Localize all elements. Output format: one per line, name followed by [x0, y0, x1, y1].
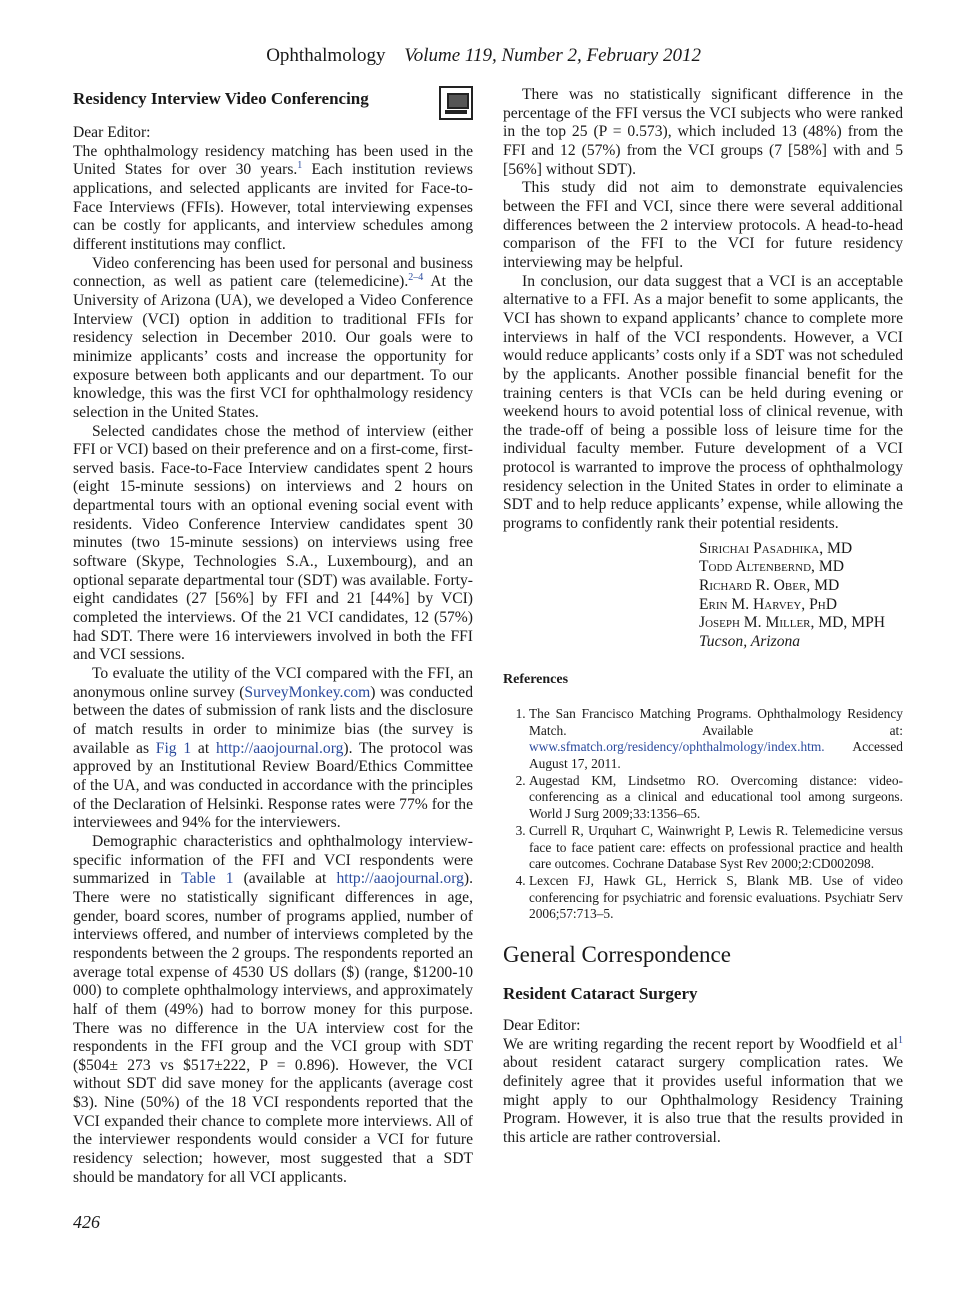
- reference-url-link[interactable]: www.sfmatch.org/residency/ophthalmology/index.htm.: [529, 739, 825, 755]
- figure-link[interactable]: Fig 1: [155, 739, 192, 757]
- letter-title: Resident Cataract Surgery: [503, 984, 698, 1004]
- section-heading: General Correspondence: [503, 942, 731, 968]
- author-name: Erin M. Harvey, PhD: [699, 595, 837, 613]
- journal-name: Ophthalmology: [266, 45, 386, 66]
- table-link[interactable]: Table 1: [181, 870, 234, 888]
- reference-list: [503, 706, 903, 923]
- paragraph: In conclusion, our data suggest that a VCI is an acceptable alternative to a FFI. As a major benefit to some applicants, the VCI has shown to expand applicants’ chance to complete more interviews in half of the VCI respondents. However, a VCI would reduce applicants’ costs only if a SDT was not scheduled by the applicants. Another possible financial benefit for the training centers is that VCIs can be held during evening or weekend hours to avoid potential loss of clinical revenue, with the trade-off of being a possible loss of leisure time for the individual faculty member. Future development of a VCI protocol is warranted to improve the process of ophthalmology residency selection in the United States in order to eliminate a SDT and to help reduce applicants’ expense, while allowing the programs to confidently rank their potential residents.: [503, 272, 903, 533]
- running-header: [0, 44, 975, 68]
- paragraph: Video conferencing has been used for personal and business connection, as well as patient care (telemedicine).$^{2-4}$ At the University of Arizona (UA), we developed a Video Conference Interview (VCI) option in addition to traditional FFIs for residency selection in December 2010. Our goals were to minimize applicants’ costs and increase the opportunity for exposure between both applicants and our department. To our knowledge, this was the first VCI for ophthalmology residency selection in the United States.: [73, 254, 473, 421]
- paragraph: We are writing regarding the recent report by Woodfield et $al^1$ about resident cataract surgery complication rates. We definitely agree that it provides useful information that we might apply to our Ophthalmology Residency Training Program. However, it is also true that the results provided in this article are rather controversial.: [503, 1034, 903, 1147]
- salutation: Dear Editor:: [73, 124, 151, 141]
- reference-item: 3. Currell R, Urquhart C, Wainwright P, Lewis R. Telemedicine versus face to face patient care: effects on professional practice and health care outcomes. Cochrane Database Syst Rev 2000;2:CD002098.: [529, 823, 903, 873]
- journal-url-link[interactable]: http://aaojournal.org: [215, 739, 344, 757]
- citation-link[interactable]: 1: [898, 1034, 903, 1046]
- author-name: Todd Altenbernd, MD: [699, 558, 844, 576]
- reference-item: 4. Lexcen FJ, Hawk GL, Herrick S, Blank MB. Use of video conferencing for psychiatric and forensic evaluations. Psychiatr Serv 2006;57:713–5.: [529, 873, 903, 923]
- paragraph: The ophthalmology residency matching has been used in the United States for over 30 years.$^1$ Each institution reviews applications, and selected applicants are invited for Face-to-Face Interviews (FFIs). However, total interviewing expenses can be costly for applicants, and interview schedules among different institutions may conflict.: [73, 142, 473, 253]
- issue-info: Volume 119, Number 2, February 2012: [404, 45, 701, 66]
- journal-url-link[interactable]: http://aaojournal.org: [336, 870, 464, 888]
- author-name: Richard R. Ober, MD: [699, 576, 840, 594]
- paragraph: There was no statistically significant difference in the percentage of the FFI versus the VCI subjects who were ranked in the top 25 (P = 0.573), which included 13 (48%) from the FFI and 12 (57%) from the VCI groups (7 [58%] with and 5 [56%] without SDT).: [503, 86, 903, 178]
- author-location: Tucson, Arizona: [699, 632, 801, 650]
- references-heading: References: [503, 672, 569, 688]
- surveymonkey-link[interactable]: SurveyMonkey.com: [244, 683, 371, 701]
- paragraph: This study did not aim to demonstrate equivalencies between the FFI and VCI, since there were several additional differences between the 2 interview protocols. A head-to-head comparison of the FFI to the VCI for future residency interviewing may be helpful.: [503, 179, 903, 271]
- paragraph: Selected candidates chose the method of interview (either FFI or VCI) based on their preference and on a first-come, first-served basis. Face-to-Face Interview candidates spent 2 hours (eight 15-minute sessions) on interviews and 2 hours on departmental tours with an optional evening social event with residents. Video Conference Interview candidates spent 30 minutes (two 15-minute sessions) on interviews using free software (Skype, Technologies S.A., Luxembourg), and an optional separate departmental tour (SDT) was available. Forty-eight candidates (27 [56%] by FFI and 21 [44%] by VCI) completed the interviews. Of the 21 VCI candidates, 12 (57%) had SDT. There were 16 interviewers involved in both the FFI and VCI sessions.: [73, 422, 473, 664]
- author-signature: [699, 540, 903, 652]
- letter-title: Residency Interview Video Conferencing: [73, 88, 473, 110]
- citation-link[interactable]: 2–4: [408, 272, 424, 284]
- salutation: Dear Editor:: [503, 1017, 581, 1035]
- paragraph: To evaluate the utility of the VCI compared with the FFI, an anonymous online survey (SurveyMonkey.com) was conducted between the dates of submission of rank lists and the disclosure of match results in order to minimize bias (the survey is available as Fig 1 at http://aaojournal.org). The protocol was approved by an Institutional Review Board/Ethics Committee of the UA, and was conducted in accordance with the principles of the Declaration of Helsinki. Response rates were 77% for the interviewees and 94% for the interviewers.: [73, 665, 473, 832]
- right-column: [503, 86, 903, 1148]
- reference-item: 2. Augestad KM, Lindsetmo RO. Overcoming distance: video-conferencing as a clinical and educational tool among surgeons. World J Surg 2009;33:1356–65.: [529, 773, 903, 823]
- page-number: 426: [73, 1212, 100, 1232]
- left-column: [73, 86, 473, 1187]
- reference-item: 1. The San Francisco Matching Programs. Ophthalmology Residency Match. Available at: www.sfmatch.org/residency/ophthalmology/index.htm. Accessed August 17, 2011.: [529, 706, 903, 773]
- paragraph: Demographic characteristics and ophthalmology interview-specific information of the FFI and VCI respondents were summarized in Table 1 (available at http://aaojournal.org). There were no statistically significant differences in age, gender, board scores, number of programs applied, number of interviews offered, and number of interviews completed by the respondents between the 2 groups. The respondents reported an average total expense of 4530 US dollars ($) (range, $1200-10 000) to complete ophthalmology interviews, and approximately half of them (49%) had to borrow money for this purpose. There was no difference in the UA interview cost for the respondents in the FFI group and the VCI group with SDT ($504± 273 vs $517±222, P = 0.896). However, the VCI without SDT did save money for the applicants (average cost $3). Nine (50%) of the 18 VCI respondents reported that the VCI expanded their chance to complete more interviews. All of the interviewer respondents would consider a VCI for future residency selection; however, most suggested that a SDT should be mandatory for all VCI applicants.: [73, 832, 474, 1186]
- video-monitor-icon[interactable]: [439, 86, 473, 120]
- author-name: Joseph M. Miller, MD, MPH: [699, 614, 886, 632]
- citation-link[interactable]: 1: [297, 160, 303, 172]
- author-name: Sirichai Pasadhika, MD: [699, 539, 853, 557]
